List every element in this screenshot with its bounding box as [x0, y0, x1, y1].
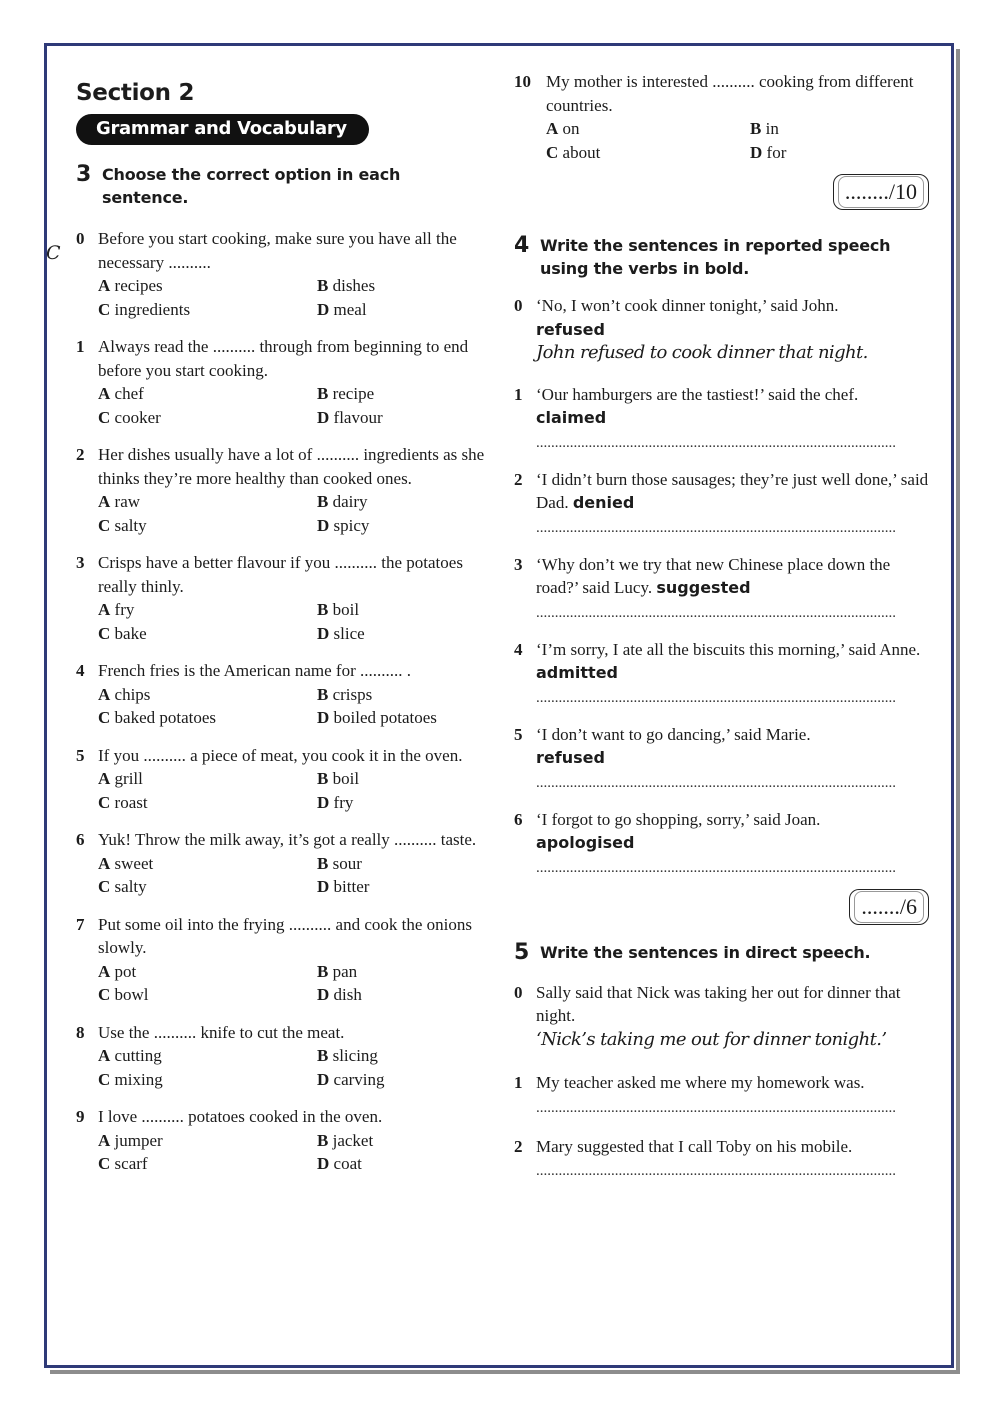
keyword: apologised: [536, 833, 635, 852]
item-body: [536, 808, 929, 875]
option-text: roast: [114, 792, 148, 812]
option-letter: D: [317, 1069, 330, 1089]
question-number: 10: [514, 72, 531, 91]
option-c[interactable]: [98, 983, 317, 1007]
option-letter: B: [317, 1046, 329, 1065]
item-text: ‘I forgot to go shopping, sorry,’ said Joan.: [536, 809, 821, 829]
option-letter: D: [317, 792, 330, 812]
item-text: ‘I’m sorry, I ate all the biscuits this morning,’ said Anne.: [536, 639, 921, 659]
item-text: My teacher asked me where my homework was.: [536, 1073, 865, 1092]
option-b[interactable]: [317, 683, 491, 707]
option-letter: C: [98, 623, 111, 643]
option-c[interactable]: [98, 514, 317, 538]
option-text: spicy: [333, 515, 370, 535]
option-c[interactable]: [98, 1152, 317, 1176]
option-d[interactable]: [750, 141, 929, 165]
exercise-instruction: Choose the correct option in each sentence.: [102, 165, 401, 207]
option-a[interactable]: [98, 382, 317, 406]
option-text: salty: [114, 877, 147, 896]
question-item: [76, 1105, 491, 1176]
score-box-6-wrap: [514, 889, 929, 925]
question-text: Crisps have a better flavour if you .......... the potatoes really thinly.: [98, 553, 463, 596]
answer-line[interactable]: ................................................................................................: [536, 1100, 896, 1115]
option-a[interactable]: [98, 683, 317, 707]
item-text: ‘Our hamburgers are the tastiest!’ said the chef.: [536, 384, 859, 404]
option-a[interactable]: [546, 117, 750, 141]
item-number: 1: [514, 384, 523, 404]
question-body: [98, 828, 491, 899]
exercise-number: 3: [76, 162, 92, 187]
option-text: dairy: [332, 492, 368, 511]
option-text: chef: [114, 384, 144, 403]
option-letter: C: [98, 407, 111, 427]
item-number: 0: [514, 982, 523, 1002]
option-b[interactable]: [317, 1129, 491, 1153]
option-d[interactable]: [317, 622, 491, 646]
option-letter: B: [317, 276, 329, 295]
option-letter: C: [98, 877, 111, 896]
question-item: [76, 744, 491, 815]
option-b[interactable]: [317, 960, 491, 984]
subsection-pill: Grammar and Vocabulary: [76, 114, 369, 145]
question-body: [98, 1105, 491, 1176]
option-text: recipes: [114, 276, 163, 295]
option-b[interactable]: [317, 490, 491, 514]
keyword: claimed: [536, 408, 607, 427]
exercise-number: 4: [514, 233, 530, 258]
answer-line[interactable]: ................................................................................................: [536, 435, 896, 450]
question-item: [46, 227, 491, 321]
option-letter: D: [317, 623, 330, 643]
option-text: flavour: [333, 407, 383, 427]
option-letter: C: [98, 985, 111, 1004]
question-item: [76, 335, 491, 429]
question-text: French fries is the American name for .......... .: [98, 661, 411, 680]
score-box: [849, 889, 929, 925]
option-c[interactable]: [546, 141, 750, 165]
question-item: [76, 828, 491, 899]
question-body: [98, 744, 491, 815]
direct-speech-item: [514, 1135, 929, 1179]
question-body: [46, 227, 491, 321]
item-body: [536, 723, 929, 790]
question-text: I love .......... potatoes cooked in the oven.: [98, 1107, 383, 1126]
option-a[interactable]: [98, 852, 317, 876]
option-letter: A: [98, 1130, 111, 1150]
option-d[interactable]: [317, 791, 491, 815]
item-text: ‘No, I won’t cook dinner tonight,’ said John.: [536, 296, 839, 315]
item-text: Sally said that Nick was taking her out for dinner that night.: [536, 982, 901, 1025]
score-box: [833, 174, 929, 210]
option-a[interactable]: [98, 1044, 317, 1068]
question-number: 6: [76, 830, 85, 849]
handwritten-answer: ‘Nick’s taking me out for dinner tonight.’: [536, 1028, 887, 1050]
exercise-instruction: Write the sentences in direct speech.: [540, 942, 871, 962]
reported-speech-item: [514, 638, 929, 705]
option-text: for: [766, 142, 787, 162]
option-a[interactable]: [98, 960, 317, 984]
exercise-4-items: [514, 294, 929, 875]
reported-speech-item: [514, 808, 929, 875]
question-item: [76, 1021, 491, 1092]
option-text: mixing: [114, 1069, 163, 1089]
question-number: 8: [76, 1022, 85, 1042]
item-body: [536, 981, 929, 1052]
option-d[interactable]: [317, 1068, 491, 1092]
option-letter: B: [317, 384, 329, 403]
item-body: [536, 553, 929, 620]
question-text: Always read the .......... through from beginning to end before you start cooking.: [98, 337, 469, 380]
item-number: 5: [514, 724, 523, 744]
item-text: Mary suggested that I call Toby on his mobile.: [536, 1136, 853, 1156]
option-text: jumper: [114, 1130, 163, 1150]
option-text: jacket: [332, 1130, 374, 1150]
option-text: fry: [333, 792, 354, 812]
question-body: [98, 443, 491, 537]
exercise-3-heading: [76, 163, 491, 209]
answer-line[interactable]: ................................................................................................: [536, 1164, 896, 1178]
question-10: [514, 70, 929, 164]
score-text: ......../10: [838, 176, 924, 208]
option-letter: A: [98, 684, 111, 704]
options-grid: [546, 117, 929, 164]
option-text: bake: [114, 623, 147, 643]
option-text: crisps: [332, 684, 373, 704]
exercise-3-questions: [46, 227, 491, 1176]
option-letter: A: [546, 119, 559, 138]
question-number: 3: [76, 553, 85, 572]
option-a[interactable]: [98, 598, 317, 622]
question-text: Put some oil into the frying .......... and cook the onions slowly.: [98, 914, 472, 957]
option-d[interactable]: [317, 406, 491, 430]
option-text: dishes: [332, 276, 376, 295]
question-text: My mother is interested .......... cooking from different countries.: [546, 72, 914, 115]
option-text: boiled potatoes: [333, 708, 437, 727]
option-letter: C: [98, 1154, 111, 1173]
question-text: Before you start cooking, make sure you have all the necessary ..........: [98, 229, 457, 272]
option-letter: D: [317, 515, 330, 535]
option-text: pot: [114, 961, 137, 981]
left-column: [46, 80, 491, 1176]
option-text: slicing: [332, 1046, 378, 1065]
option-letter: C: [98, 1069, 111, 1089]
options-grid: [98, 274, 491, 321]
question-body: [98, 1021, 491, 1092]
option-letter: A: [98, 600, 111, 619]
options-grid: [98, 1129, 491, 1176]
option-c[interactable]: [98, 706, 317, 730]
option-text: bitter: [333, 877, 370, 896]
option-letter: D: [317, 299, 330, 319]
option-b[interactable]: [750, 117, 929, 141]
option-letter: B: [317, 684, 329, 704]
option-letter: A: [98, 1046, 111, 1065]
option-letter: B: [317, 769, 329, 788]
score-box-10-wrap: [514, 174, 929, 210]
option-b[interactable]: [317, 382, 491, 406]
item-number: 2: [514, 1136, 523, 1156]
reported-speech-item: [514, 723, 929, 790]
question-body: [98, 913, 491, 1007]
section-title: Section 2: [76, 80, 195, 106]
options-grid: [98, 382, 491, 429]
option-letter: D: [750, 142, 763, 162]
option-d[interactable]: [317, 875, 491, 899]
option-text: in: [765, 119, 779, 138]
option-letter: D: [317, 708, 330, 727]
options-grid: [98, 960, 491, 1007]
option-letter: C: [98, 792, 111, 812]
question-item: [76, 551, 491, 645]
reported-speech-item: [514, 553, 929, 620]
option-text: boil: [332, 600, 360, 619]
option-letter: B: [317, 1130, 329, 1150]
question-text: Her dishes usually have a lot of .......... ingredients as she thinks they’re more healthy than cooked ones.: [98, 445, 485, 488]
reported-speech-item: [514, 294, 929, 365]
option-letter: C: [546, 142, 559, 162]
option-text: dish: [333, 985, 362, 1004]
question-number: 2: [76, 445, 85, 464]
option-text: ingredients: [114, 299, 191, 319]
answer-line[interactable]: ................................................................................................: [536, 775, 896, 790]
option-a[interactable]: [98, 490, 317, 514]
option-letter: B: [317, 600, 329, 619]
item-body: [536, 1135, 929, 1179]
option-letter: A: [98, 853, 111, 873]
option-letter: A: [98, 961, 111, 981]
question-number: 9: [76, 1107, 85, 1126]
option-d[interactable]: [317, 298, 491, 322]
option-letter: D: [317, 1154, 330, 1173]
option-d[interactable]: [317, 706, 491, 730]
option-text: meal: [333, 299, 367, 319]
option-a[interactable]: [98, 767, 317, 791]
options-grid: [98, 598, 491, 645]
item-text: ‘I didn’t burn those sausages; they’re just well done,’ said Dad.: [536, 469, 929, 512]
item-body: [536, 294, 929, 365]
question-number: 0: [76, 229, 85, 248]
item-text: ‘Why don’t we try that new Chinese place down the road?’ said Lucy.: [536, 554, 891, 597]
option-b[interactable]: [317, 274, 491, 298]
question-item: [76, 913, 491, 1007]
item-number: 1: [514, 1073, 523, 1092]
item-body: [536, 638, 929, 705]
option-c[interactable]: [98, 875, 317, 899]
option-text: slice: [333, 623, 365, 643]
option-text: scarf: [114, 1154, 148, 1173]
handwritten-answer: John refused to cook dinner that night.: [536, 342, 868, 363]
score-text: ......./6: [854, 891, 924, 923]
option-d[interactable]: [317, 1152, 491, 1176]
option-letter: A: [98, 384, 111, 403]
exercise-5-items: [514, 981, 929, 1179]
question-text: Use the .......... knife to cut the meat.: [98, 1022, 345, 1042]
option-text: bowl: [114, 985, 149, 1004]
option-d[interactable]: [317, 514, 491, 538]
option-c[interactable]: [98, 298, 317, 322]
option-text: sour: [332, 853, 362, 873]
item-number: 0: [514, 296, 523, 315]
option-text: boil: [332, 769, 360, 788]
question-number: 5: [76, 745, 85, 765]
option-letter: D: [317, 877, 330, 896]
option-b[interactable]: [317, 598, 491, 622]
question-item: [76, 659, 491, 730]
option-text: raw: [114, 492, 141, 511]
options-grid: [98, 1044, 491, 1091]
option-letter: B: [317, 961, 329, 981]
question-text: If you .......... a piece of meat, you cook it in the oven.: [98, 745, 463, 765]
option-text: about: [562, 142, 601, 162]
answer-line[interactable]: ................................................................................................: [536, 520, 896, 535]
question-number: 7: [76, 914, 85, 934]
option-text: cooker: [114, 407, 161, 427]
option-letter: A: [98, 769, 111, 788]
question-body: [98, 335, 491, 429]
option-a[interactable]: [98, 1129, 317, 1153]
option-text: carving: [333, 1069, 385, 1089]
keyword: denied: [572, 493, 635, 512]
question-body: [98, 659, 491, 730]
item-number: 3: [514, 554, 523, 574]
option-c[interactable]: [98, 1068, 317, 1092]
option-a[interactable]: [98, 274, 317, 298]
option-letter: B: [317, 853, 329, 873]
option-text: baked potatoes: [114, 708, 217, 727]
option-b[interactable]: [317, 767, 491, 791]
option-letter: A: [98, 492, 111, 511]
keyword: refused: [536, 319, 605, 339]
question-item: [514, 70, 929, 164]
item-body: [536, 468, 929, 535]
option-text: fry: [114, 600, 135, 619]
answer-line[interactable]: ................................................................................................: [536, 605, 896, 620]
keyword: admitted: [536, 663, 619, 682]
question-number: 4: [76, 661, 85, 680]
exercise-instruction: Write the sentences in reported speech using the verbs in bold.: [540, 236, 891, 278]
question-body: [98, 551, 491, 645]
keyword: suggested: [656, 578, 751, 597]
answer-line[interactable]: ................................................................................................: [536, 690, 896, 705]
option-letter: D: [317, 985, 330, 1004]
option-text: on: [562, 119, 580, 138]
option-letter: B: [750, 119, 762, 138]
option-text: cutting: [114, 1046, 162, 1065]
question-body: [546, 70, 929, 164]
option-text: grill: [114, 769, 143, 788]
option-c[interactable]: [98, 791, 317, 815]
option-text: salty: [114, 515, 147, 535]
question-number: 1: [76, 337, 85, 356]
options-grid: [98, 490, 491, 537]
options-grid: [98, 767, 491, 814]
keyword: refused: [536, 748, 605, 767]
option-text: pan: [332, 961, 358, 981]
direct-speech-item: [514, 1071, 929, 1115]
option-text: sweet: [114, 853, 154, 873]
exercise-number: 5: [514, 939, 530, 965]
option-letter: C: [98, 708, 111, 727]
option-c[interactable]: [98, 622, 317, 646]
direct-speech-item: [514, 981, 929, 1052]
option-letter: B: [317, 492, 329, 511]
answer-line[interactable]: ................................................................................................: [536, 860, 896, 875]
reported-speech-item: [514, 468, 929, 535]
option-c[interactable]: [98, 406, 317, 430]
question-text: Yuk! Throw the milk away, it’s got a really .......... taste.: [98, 830, 477, 849]
item-text: ‘I don’t want to go dancing,’ said Marie.: [536, 724, 811, 744]
item-body: [536, 383, 929, 450]
option-b[interactable]: [317, 1044, 491, 1068]
option-text: coat: [333, 1154, 362, 1173]
item-number: 2: [514, 469, 523, 489]
option-letter: C: [98, 515, 111, 535]
reported-speech-item: [514, 383, 929, 450]
option-text: recipe: [332, 384, 375, 403]
question-item: [76, 443, 491, 537]
option-letter: C: [98, 299, 111, 319]
item-body: [536, 1071, 929, 1115]
options-grid: [98, 852, 491, 899]
option-b[interactable]: [317, 852, 491, 876]
right-column: [514, 70, 929, 1178]
option-d[interactable]: [317, 983, 491, 1007]
options-grid: [98, 683, 491, 730]
exercise-4-heading: [514, 234, 929, 280]
option-text: chips: [114, 684, 151, 704]
handwritten-answer: C: [46, 242, 61, 264]
option-letter: A: [98, 276, 111, 295]
exercise-5-heading: [514, 941, 929, 965]
option-letter: D: [317, 407, 330, 427]
item-number: 6: [514, 809, 523, 829]
item-number: 4: [514, 639, 523, 659]
